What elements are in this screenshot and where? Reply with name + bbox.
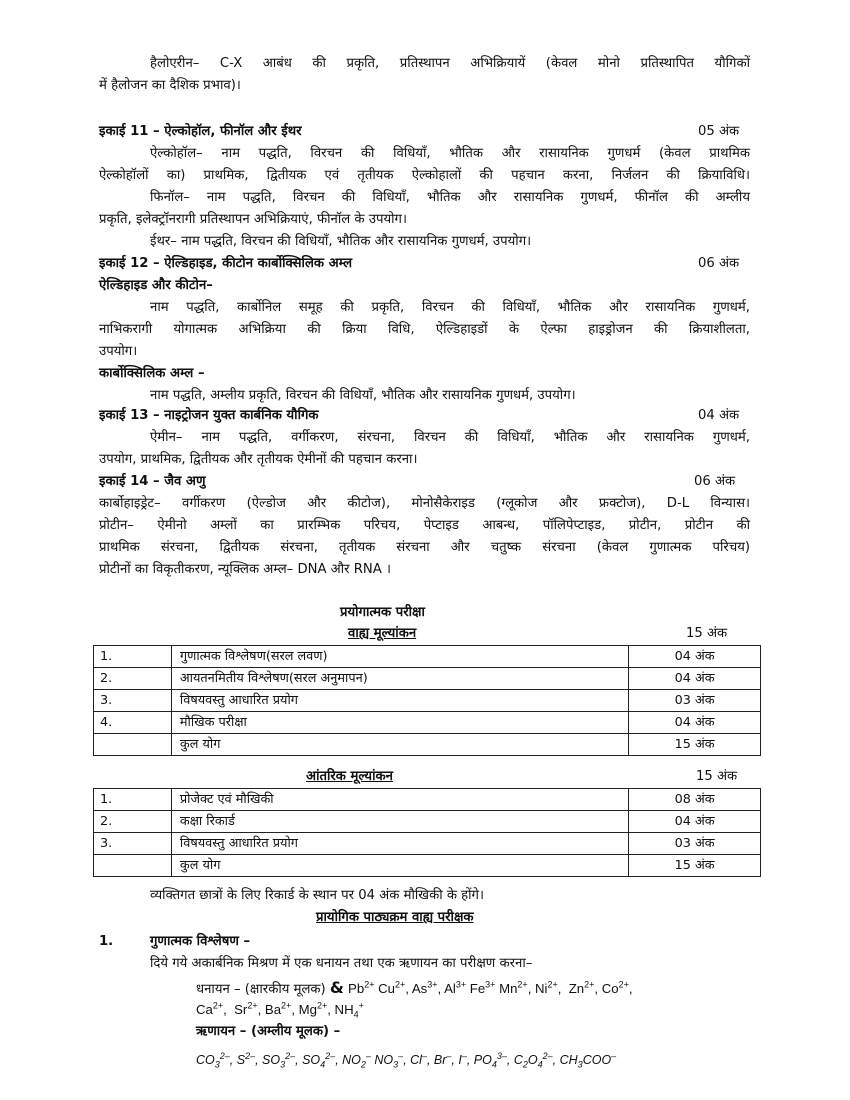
unit12-subheading-acid: कार्बोक्सिलिक अम्ल –: [99, 366, 205, 381]
external-row-item: गुणात्मक विश्लेषण(सरल लवण): [171, 646, 628, 668]
external-row-number: [94, 734, 172, 756]
internal-row-number: [94, 855, 172, 877]
internal-row-item: कुल योग: [171, 855, 628, 877]
internal-assessment-table: [93, 788, 761, 877]
internal-row-number: 1.: [94, 789, 172, 811]
internal-row-marks: 03 अंक: [629, 833, 761, 855]
cation-label: धनायन – (क्षारकीय मूलक): [196, 982, 326, 997]
internal-row-item: विषयवस्तु आधारित प्रयोग: [171, 833, 628, 855]
external-row-number: 4.: [94, 712, 172, 734]
external-row-item: कुल योग: [171, 734, 628, 756]
practical-syllabus-title: प्रायोगिक पाठ्यक्रम वाह्य परीक्षक: [316, 910, 474, 925]
anion-list: $CO_3^{2-}$, $S^{2-}$, $SO_3^{2-}$, $SO_4^{2-}$, $NO_2^-$ $NO_3^-$, Cl–, Br–, I–, $PO_4^{3-}$, $C_2O_4^{2-}$, $CH_3COO^-$: [196, 1050, 617, 1070]
unit13-marks: 04 अंक: [698, 408, 740, 423]
external-row: [94, 712, 761, 734]
external-row-number: 2.: [94, 668, 172, 690]
internal-row-number: 3.: [94, 833, 172, 855]
external-row-item: विषयवस्तु आधारित प्रयोग: [171, 690, 628, 712]
external-row: [94, 690, 761, 712]
external-row-item: आयतनमितीय विश्लेषण(सरल अनुमापन): [171, 668, 628, 690]
internal-row: [94, 789, 761, 811]
external-row: [94, 734, 761, 756]
unit11-title: इकाई 11 – ऐल्कोहॉल, फीनॉल और ईथर: [99, 124, 302, 139]
internal-row: [94, 811, 761, 833]
unit13-amine-line1: ऐमीन– नाम पद्धति, वर्गीकरण, संरचना, विरचन की विधियाँ, भौतिक और रासायनिक गुणधर्म,: [150, 430, 750, 445]
unit14-protein-line2: प्राथमिक संरचना, द्वितीयक संरचना, तृतीयक संरचना और चतुष्क संरचना (केवल गुणात्मक परिचय): [99, 540, 750, 555]
internal-row: [94, 855, 761, 877]
unit11-alcohol-line1: ऐल्कोहॉल– नाम पद्धति, विरचन की विधियाँ, भौतिक और रासायनिक गुणधर्म (केवल प्राथमिक: [150, 146, 750, 161]
unit14-protein-line1: प्रोटीन– ऐमीनो अम्लों का प्रारम्भिक परिचय, पेप्टाइड आबन्ध, पॉलिपेप्टाइड, प्रोटीन, प्रोटीन की: [99, 518, 750, 533]
haloarene-line1: हैलोएरीन– C-X आबंध की प्रकृति, प्रतिस्थापन अभिक्रियायें (केवल मोनो प्रतिस्थापित यौगिकों: [150, 56, 750, 71]
external-row-number: 1.: [94, 646, 172, 668]
cation-list-line2: $Ca^{2+}$, $Sr^{2+}$, $Ba^{2+}$, $Mg^{2+}$, $NH_4^+$: [196, 1000, 364, 1020]
unit13-amine-line2: उपयोग, प्राथमिक, द्वितीयक और तृतीयक ऐमीनों की पहचान करना।: [99, 452, 418, 467]
anion-label: ऋणायन – (अम्लीय मूलक) –: [196, 1024, 341, 1039]
internal-row-number: 2.: [94, 811, 172, 833]
internal-row-marks: 08 अंक: [629, 789, 761, 811]
ampersand: &: [329, 978, 344, 997]
external-row-marks: 04 अंक: [629, 646, 761, 668]
qual-intro: दिये गये अकार्बनिक मिश्रण में एक धनायन तथा एक ऋणायन का परीक्षण करना–: [150, 956, 533, 971]
internal-row-item: कक्षा रिकार्ड: [171, 811, 628, 833]
unit14-marks: 06 अंक: [694, 474, 736, 489]
unit14-carbohydrate-line: कार्बोहाइड्रेट– वर्गीकरण (ऐल्डोज और कीटोज), मोनोसैकेराइड (ग्लूकोज और फ्रक्टोज), D-L विन्यास।: [99, 496, 750, 511]
unit11-phenol-line1: फिनॉल– नाम पद्धति, विरचन की विधियाँ, भौतिक और रासायनिक गुणधर्म, फीनॉल की अम्लीय: [150, 190, 750, 205]
external-row-marks: 03 अंक: [629, 690, 761, 712]
cation-list: $Pb^{2+}$ $Cu^{2+}$, $As^{3+}$, $Al^{3+}$ $Fe^{3+}$ $Mn^{2+}$, $Ni^{2+}$, $Zn^{2+}$, $Co^{2+}$,: [348, 979, 633, 996]
unit12-aldehyde-line1: नाम पद्धति, कार्बोनिल समूह की प्रकृति, विरचन की विधियाँ, भौतिक और रासायनिक गुणधर्म,: [150, 300, 750, 315]
unit12-subheading-aldehyde: ऐल्डिहाइड और कीटोन–: [99, 278, 213, 293]
qual-title: गुणात्मक विश्लेषण –: [150, 934, 251, 949]
external-row-number: 3.: [94, 690, 172, 712]
external-assessment-title: वाह्य मूल्यांकन: [348, 626, 417, 641]
internal-row: [94, 833, 761, 855]
unit13-title: इकाई 13 – नाइट्रोजन युक्त कार्बनिक यौगिक: [99, 408, 319, 423]
unit12-title: इकाई 12 – ऐल्डिहाइड, कीटोन कार्बोक्सिलिक अम्ल: [99, 256, 353, 271]
unit11-phenol-line2: प्रकृति, इलेक्ट्रॉनरागी प्रतिस्थापन अभिक्रियाएं, फीनॉल के उपयोग।: [99, 212, 407, 227]
cation-line: [196, 978, 633, 1000]
practical-heading: प्रयोगात्मक परीक्षा: [340, 605, 425, 620]
unit12-acid-line: नाम पद्धति, अम्लीय प्रकृति, विरचन की विधियाँ, भौतिक और रासायनिक गुणधर्म, उपयोग।: [150, 388, 576, 403]
individual-students-note: व्यक्तिगत छात्रों के लिए रिकार्ड के स्थान पर 04 अंक मौखिकी के होंगे।: [150, 888, 484, 903]
external-row-marks: 15 अंक: [629, 734, 761, 756]
unit14-title: इकाई 14 – जैव अणु: [99, 474, 206, 489]
external-assessment-marks: 15 अंक: [686, 626, 728, 641]
internal-row-marks: 15 अंक: [629, 855, 761, 877]
unit14-protein-line3: प्रोटीनों का विकृतीकरण, न्यूक्लिक अम्ल– DNA और RNA ।: [99, 562, 391, 577]
external-row-marks: 04 अंक: [629, 668, 761, 690]
external-row-marks: 04 अंक: [629, 712, 761, 734]
unit11-ether-line: ईथर– नाम पद्धति, विरचन की विधियाँ, भौतिक और रासायनिक गुणधर्म, उपयोग।: [150, 234, 532, 249]
unit12-aldehyde-line2: नाभिकरागी योगात्मक अभिक्रिया की क्रिया विधि, ऐल्डिहाइडों के ऐल्फा हाइड्रोजन की क्रियाशीलता,: [99, 322, 750, 337]
unit12-aldehyde-line3: उपयोग।: [99, 344, 138, 359]
internal-assessment-title: आंतरिक मूल्यांकन: [306, 769, 393, 784]
unit11-alcohol-line2: ऐल्कोहॉलों का) प्राथमिक, द्वितीयक एवं तृतीयक ऐल्कोहालों की पहचान करना, निर्जलन की क्रियाविधि।: [99, 168, 750, 183]
internal-row-item: प्रोजेक्ट एवं मौखिकी: [171, 789, 628, 811]
unit12-marks: 06 अंक: [698, 256, 740, 271]
external-row: [94, 668, 761, 690]
external-row-item: मौखिक परीक्षा: [171, 712, 628, 734]
haloarene-line2: में हैलोजन का दैशिक प्रभाव)।: [99, 78, 241, 93]
internal-assessment-marks: 15 अंक: [696, 769, 738, 784]
external-row: [94, 646, 761, 668]
unit11-marks: 05 अंक: [698, 124, 740, 139]
external-assessment-table: [93, 645, 761, 756]
internal-row-marks: 04 अंक: [629, 811, 761, 833]
qual-number: 1.: [99, 934, 114, 949]
